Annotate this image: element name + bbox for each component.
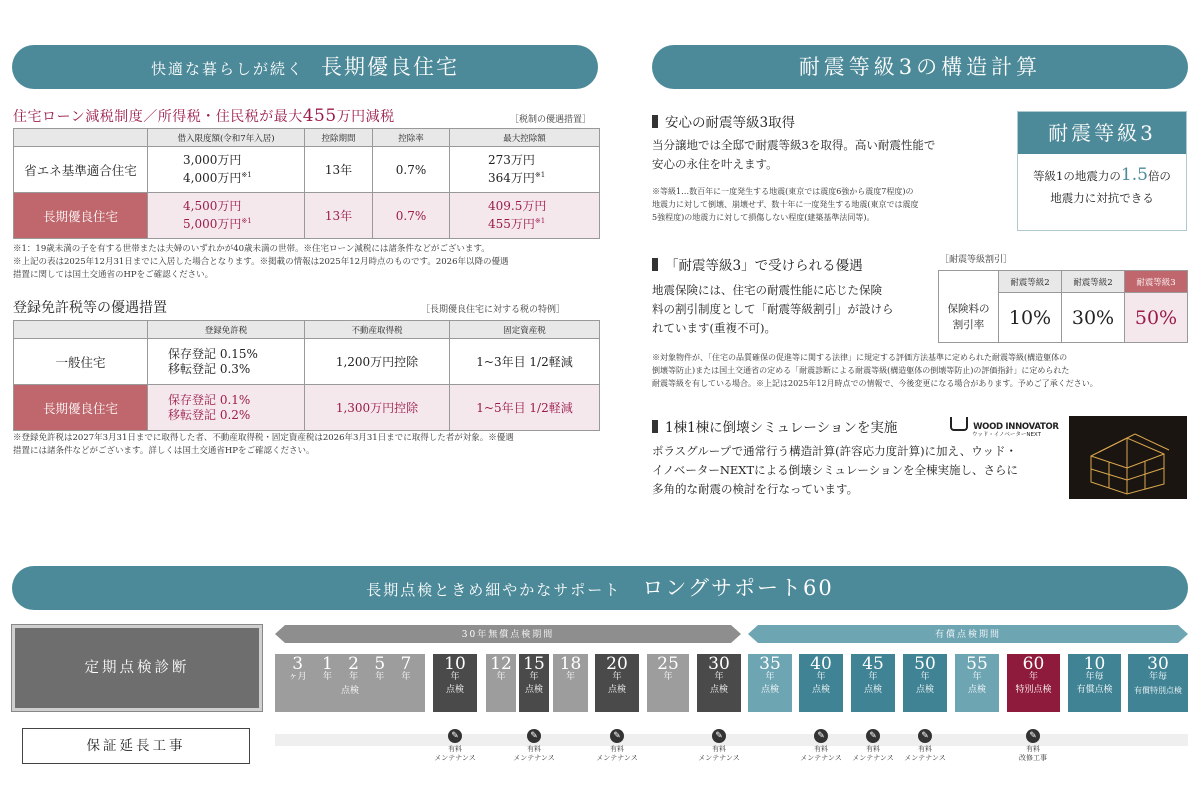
table-header: 耐震等級2 [999,271,1062,293]
seismic-subtitle-1 [652,111,795,131]
inspection-cell-10 [433,654,477,712]
inspection-cell-12 [486,654,516,712]
label-text: 保険料の [947,303,990,316]
cell-number: 55 [966,654,988,674]
cell-unit: 年 [868,672,878,682]
table-header: 耐震等級3 [1125,271,1188,293]
acquisition-cell: 1,200万円控除 [305,339,450,385]
reg-bracket-note: ［長期優良住宅に対する税の特例］ [421,305,566,315]
table-header: 最大控除額 [450,129,600,147]
note-line: 措置に関しては国土交通省のHPをご確認ください。 [13,270,214,280]
marker-text: 有料 [527,745,541,753]
discount-value: 10% [999,293,1062,343]
wrench-icon: ✎ [712,729,726,743]
table-header [14,129,148,147]
row-label: 一般住宅 [14,339,148,385]
cell-unit: 年 [496,672,506,682]
marker-text: 有料 [918,745,932,753]
inspection-label-box [12,625,262,711]
text-line: れています(重複不可)。 [652,321,776,335]
title-text: 万円減税 [336,109,395,125]
reg-table [13,320,600,431]
text-line: 料の割引制度として「耐震等級割引」が設けら [652,302,894,316]
cell-number: 1 [322,654,333,674]
inspection-cell-50 [903,654,947,712]
free-period-label: 30年無償点検期間 [461,630,555,640]
seismic-subtitle-3 [652,416,897,436]
banner-long-support [12,566,1188,610]
table-row [14,385,600,431]
cell-number: 2 [348,654,359,674]
wrench-icon: ✎ [1026,729,1040,743]
inspection-cell-18 [553,654,588,712]
cell-number: 15 [523,654,545,674]
table-header [14,321,148,339]
loan-notes [13,243,603,282]
discount-value: 30% [1062,293,1125,343]
inspection-cell-30yr-paid [1128,654,1188,712]
early-row [275,654,425,684]
marker-text: 有料 [866,745,880,753]
cell-caption: 点検 [607,685,626,695]
maintenance-marker [509,729,559,763]
marker-text: 改修工事 [1019,754,1047,762]
banner-subtitle: 長期点検ときめ細やかなサポート [366,581,622,599]
early-inspection-block [275,654,425,712]
marker-text: メンテナンス [852,754,894,762]
cell-number: 30 [708,654,730,674]
cell-unit: 年 [349,672,359,682]
house-frame-icon [1069,416,1187,499]
note-line: ※対象物件が、「住宅の品質確保の促進等に関する法律」に規定する評価方法基準に定められた耐震等級(構造躯体の [652,353,1068,362]
logo-mark-icon [950,417,968,431]
wrench-icon: ✎ [866,729,880,743]
loan-table [13,128,600,239]
marker-text: 有料 [712,745,726,753]
square-bullet-icon [652,258,658,271]
cell-unit: 年 [322,672,332,682]
cell-caption: 有償点検 [1076,685,1113,695]
cell-number: 10 [444,654,466,674]
table-header [939,271,999,293]
cell-number: 3 [292,654,304,674]
loan-limit-cell [148,147,305,193]
inspection-cell-45 [851,654,895,712]
table-header: 借入限度額(令和7年入居) [148,129,305,147]
wrench-icon: ✎ [814,729,828,743]
inspection-cell-40 [799,654,843,712]
early-item [348,654,359,684]
cell-caption: 点検 [445,685,464,695]
row-label: 長期優良住宅 [14,193,148,239]
inspection-cell-30 [697,654,741,712]
cell-caption: 点検 [524,685,543,695]
house-structure-image [1069,416,1187,499]
seismic-note-1 [652,185,1002,224]
cell-unit: 年毎 [1148,672,1167,682]
box-text: 倍の [1147,169,1171,183]
wrench-icon: ✎ [527,729,541,743]
value: 保存登記 0.15% [168,346,258,361]
label-text: 割引率 [952,319,985,332]
inspection-cell-10yr-paid [1068,654,1121,712]
wrench-icon: ✎ [448,729,462,743]
note-line: 倒壊等防止)または国土交通省の定める「耐震診断による耐震等級(構造躯体の倒壊等防止)の評価指針」に定められた [652,366,1070,375]
cell-caption: 点検 [709,685,728,695]
fixed-asset-cell: 1~3年目 1/2軽減 [450,339,600,385]
paid-period-label: 有償点検期間 [934,630,1001,640]
table-row [14,339,600,385]
box-text: 等級1の地震力の [1033,169,1121,183]
marker-text: メンテナンス [904,754,946,762]
cell-caption: 点検 [760,685,779,695]
cell-number: 60 [1022,654,1045,674]
cell-number: 12 [490,654,512,674]
cell-unit: 年 [450,672,460,682]
subtitle-text: 1棟1棟に倒壊シミュレーションを実施 [665,420,898,436]
inspection-cell-60 [1007,654,1060,712]
cell-number: 35 [759,654,781,674]
footnote-mark: ※1 [534,217,546,225]
loan-section-title [13,106,395,126]
cell-unit: ヶ月 [288,672,307,682]
box-text: 地震力に対抗できる [1050,191,1154,205]
inspection-cell-55 [955,654,999,712]
banner-title: ロングサポート60 [642,576,834,600]
label-text: 保証延長工事 [86,738,186,754]
note-line: ※1：19歳未満の子を有する世帯または夫婦のいずれかが40歳未満の世帯。※住宅ローン減税には諸条件などがございます。 [13,244,490,254]
inspection-cell-25 [647,654,689,712]
text-line: ポラスグループで通常行う構造計算(許容応力度計算)に加え、ウッド・ [652,444,1018,458]
cell-unit: 年 [1028,672,1038,682]
renovation-marker [1008,729,1058,763]
cell-unit: 年 [401,672,411,682]
cell-unit: 年 [529,672,539,682]
loan-bracket-note: ［税制の優遇措置］ [510,115,592,125]
wrench-icon: ✎ [918,729,932,743]
reg-notes [13,432,603,458]
cell-number: 5 [374,654,386,674]
note-line: 耐震等級を有している場合。※上記は2025年12月時点での情報で、今後変更になる場合があります。予めご了承ください。 [652,379,1098,388]
note-line: ※登録免許税は2027年3月31日までに取得した者、不動産取得税・固定資産税は2026年3月31日までに取得した者が対象。※優遇 [13,433,514,443]
table-header: 不動産取得税 [305,321,450,339]
cell-number: 18 [559,654,582,674]
footnote-mark: ※1 [241,217,252,225]
early-item [374,654,385,684]
note-line: 措置には諸条件などがございます。詳しくは国土交通省HPをご確認ください。 [13,446,315,456]
seismic-text-1 [652,136,1002,174]
cell-caption: 点検 [967,685,986,695]
cell-unit: 年 [375,672,385,682]
max-deduction-cell [450,193,600,239]
cell-unit: 年 [663,672,673,682]
wrench-icon: ✎ [610,729,624,743]
marker-text: メンテナンス [800,754,842,762]
note-line: ※等級1…数百年に一度発生する地震(東京では震度6強から震度7程度)の [652,187,914,196]
cell-unit: 年 [714,672,724,682]
row-label: 長期優良住宅 [14,385,148,431]
inspection-cell-15 [519,654,549,712]
cell-caption: 点検 [811,685,830,695]
loan-limit-cell [148,193,305,239]
subtitle-text: 「耐震等級3」で受けられる優遇 [665,258,863,274]
max-deduction-cell [450,147,600,193]
note-line: ※上記の表は2025年12月31日までに入居した場合となります。※掲載の情報は2025年12月時点のものです。2026年以降の優遇 [13,257,509,267]
value: 移転登記 0.3% [168,361,251,376]
title-text: 住宅ローン減税制度／所得税・住民税が最大 [13,109,303,125]
text-line: 多角的な耐震の検討を行なっています。 [652,482,859,496]
inspection-cell-35 [748,654,792,712]
cell-unit: 年 [920,672,930,682]
reg-section-title: 登録免許税等の優遇措置 [13,300,167,316]
period-cell: 13年 [305,193,373,239]
table-header: 固定資産税 [450,321,600,339]
cell-number: 30 [1147,654,1169,674]
maintenance-marker [430,729,480,763]
cell-number: 40 [810,654,832,674]
footnote-mark: ※1 [534,171,546,179]
marker-text: メンテナンス [513,754,555,762]
value: 4,000万円 [183,171,242,185]
value: 5,000万円 [183,217,242,231]
cell-caption: 有償特別点検 [1134,686,1182,695]
discount-value: 50% [1125,293,1188,343]
discount-table [938,270,1188,343]
cell-number: 10 [1083,654,1106,674]
footnote-mark: ※1 [241,171,252,179]
maintenance-marker [694,729,744,763]
discount-bracket: ［耐震等級割引］ [940,255,1013,265]
cell-unit: 年 [612,672,622,682]
rate-cell: 0.7% [373,193,450,239]
value: 273万円 [488,153,535,167]
value: 409.5万円 [488,199,547,213]
banner-seismic [652,45,1188,89]
marker-text: メンテナンス [434,754,476,762]
cell-number: 45 [862,654,884,674]
marker-text: 有料 [1026,745,1040,753]
logo-text: WOOD INNOVATOR [973,422,1059,432]
title-number: 455 [302,106,337,126]
seismic-note-2 [652,351,1192,390]
early-caption: 点検 [340,686,359,696]
banner-title: 耐震等級3の構造計算 [798,55,1042,79]
seismic-grade-box [1017,111,1187,231]
marker-text: 有料 [814,745,828,753]
cell-unit: 年 [765,672,775,682]
cell-caption: 点検 [863,685,882,695]
marker-text: メンテナンス [698,754,740,762]
banner-subtitle: 快適な暮らしが続く [150,60,304,78]
label-text: 定期点検診断 [84,660,190,676]
acquisition-cell: 1,300万円控除 [305,385,450,431]
table-header: 耐震等級2 [1062,271,1125,293]
maintenance-marker [900,729,950,763]
cell-unit: 年 [816,672,826,682]
fixed-asset-cell: 1~5年目 1/2軽減 [450,385,600,431]
rate-cell: 0.7% [373,147,450,193]
registration-cell [148,385,305,431]
inspection-cell-20 [595,654,639,712]
marker-text: 有料 [610,745,624,753]
cell-caption: 特別点検 [1015,685,1052,695]
wood-innovator-logo [950,414,1060,438]
discount-label [939,293,999,343]
table-row [14,147,600,193]
cell-number: 20 [606,654,628,674]
cell-unit: 年 [565,672,575,682]
table-header: 登録免許税 [148,321,305,339]
square-bullet-icon [652,115,658,128]
seismic-text-3 [652,442,1062,499]
text-line: 安心の永住を叶えます。 [652,157,778,171]
seismic-text-2 [652,281,937,338]
cell-number: 25 [657,654,679,674]
value: 455万円 [488,217,535,231]
maintenance-marker [848,729,898,763]
early-item [289,654,307,684]
text-line: イノベーターNEXTによる倒壊シミュレーションを全棟実施し、さらに [652,463,1018,477]
value: 移転登記 0.2% [168,407,251,422]
value: 3,000万円 [183,153,242,167]
table-row [939,293,1188,343]
marker-text: メンテナンス [596,754,638,762]
maintenance-marker [796,729,846,763]
note-line: 地震力に対して倒壊、崩壊せず、数十年に一度発生する地震(東京では震度 [652,200,919,209]
warranty-label-box [22,728,250,764]
cell-unit: 年 [972,672,982,682]
logo-subtext: ウッド・イノベーターNEXT [972,432,1041,438]
box-body [1018,164,1186,209]
table-row [14,193,600,239]
early-item [322,654,333,684]
value: 4,500万円 [183,199,242,213]
banner-title: 長期優良住宅 [321,55,460,79]
maintenance-marker [592,729,642,763]
text-line: 当分譲地では全邸で耐震等級3を取得。高い耐震性能で [652,138,936,152]
box-number: 1.5 [1120,165,1148,185]
registration-cell [148,339,305,385]
square-bullet-icon [652,420,658,433]
value: 364万円 [488,171,535,185]
row-label: 省エネ基準適合住宅 [14,147,148,193]
banner-long-term-housing [12,45,598,89]
table-header: 控除率 [373,129,450,147]
text-line: 地震保険には、住宅の耐震性能に応じた保険 [652,283,882,297]
marker-text: 有料 [448,745,462,753]
cell-number: 7 [400,654,412,674]
note-line: 5強程度)の地震力に対して損傷しない程度(建築基準法同等)。 [652,213,875,222]
value: 保存登記 0.1% [168,392,251,407]
cell-caption: 点検 [915,685,934,695]
early-item [400,654,411,684]
cell-number: 50 [914,654,936,674]
cell-unit: 年毎 [1085,672,1104,682]
table-header: 控除期間 [305,129,373,147]
box-title: 耐震等級3 [1018,112,1186,154]
subtitle-text: 安心の耐震等級3取得 [665,115,796,131]
seismic-subtitle-2 [652,254,863,274]
period-cell: 13年 [305,147,373,193]
